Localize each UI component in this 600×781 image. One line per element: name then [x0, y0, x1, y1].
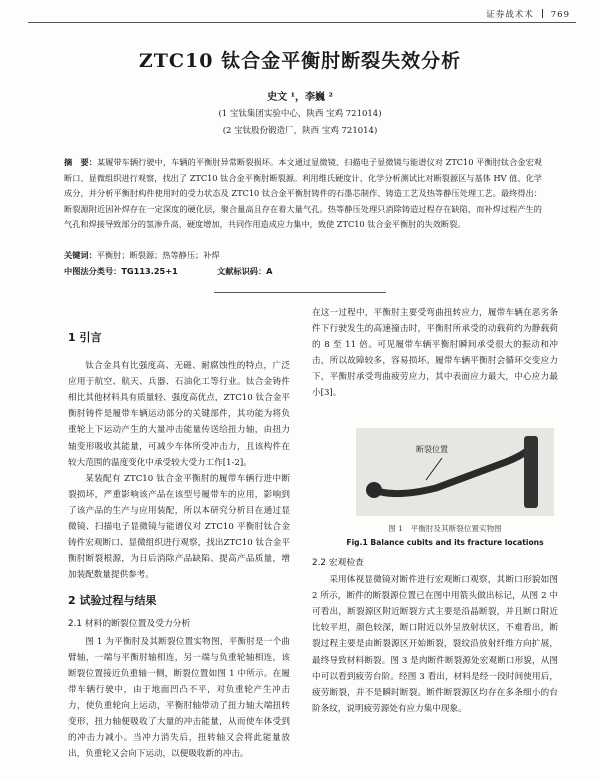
section-2-1-heading: 2.1 材料的断裂位置及受力分析 [68, 618, 191, 629]
running-header [486, 8, 570, 20]
section-2-2-heading: 2.2 宏观检查 [312, 558, 364, 568]
right-column-bottom [312, 555, 558, 717]
clc-label: 中图法分类号： [64, 266, 122, 276]
balance-elbow-shaft [524, 436, 538, 508]
left-column [68, 330, 290, 762]
doc-code-label: 文献标识码： [217, 266, 267, 276]
figure-1-photo [356, 428, 554, 516]
keywords [64, 250, 220, 261]
affiliation-2: (2 宝钛股份锻造厂，陕西 宝鸡 721014) [222, 126, 378, 136]
classification-line [64, 266, 273, 277]
intro-paragraph-2: 某装配有 ZTC10 钛合金平衡肘的履带车辆行进中断裂损坏，严重影响该产品在该型号履带车的应用，影响到了该产品的生产与应用装配，所以本研究分析目在通过显微镜、扫描电子显微镜与能谱仪对 ZTC10 平衡肘钛合金铸件宏观断口、显微组织进行观察，找出ZTC10 钛合金平衡肘断裂根源，为日后消除产品缺陷、提高产品质量，增加装配数量提供参考。 [68, 473, 290, 581]
paper-title: ZTC10 钛合金平衡肘断裂失效分析 [138, 50, 462, 72]
figure-1-caption-en: Fig.1 Balance cubits and its fracture locations [346, 538, 544, 547]
section-2-1-paragraph: 图 1 为平衡肘及其断裂位置实物图，平衡肘是一个曲臂轴，一端与平衡肘轴相连，另一端与负重轮轴相连，该断裂位置接近负重轴一侧，断裂位置如图 1 中所示。在履带车辆行驶中，由于地面凹凸不平，对负重轮产生冲击力，使负重轮向上运动，平衡肘轴带动了扭力轴大端扭转变形，扭力轴便吸收了大量的冲击能量，从而使车体受到的冲击力减小。当冲力消失后，扭转轴又会将此能量放出，负重轮又会向下运动，以便吸收新的冲击。 [68, 636, 290, 760]
header-separator [542, 9, 543, 18]
section-2-heading: 2 试验过程与结果 [68, 594, 157, 608]
figure-1-caption-zh: 图 1 平衡肘及其断裂位置实物图 [388, 524, 502, 533]
intro-paragraph-1: 钛合金具有比强度高、无磁、耐腐蚀性的特点，广泛应用于航空、航天、兵器、石油化工等行业。钛合金铸件相比其他材料具有质量轻、强度高优点，ZTC10 钛合金平衡肘铸件是履带车辆运动部分的关键部件，其功能为将负重轮上下运动产生的大量冲击能量传送给扭力轴，由扭力轴变形吸收其能量，可减少车体所受冲击力，且该构件在较大范围的温度变化中承受较大受力工作[1-2]。 [68, 361, 290, 468]
fracture-location-label: 断裂位置 [416, 445, 448, 454]
section-1-heading: 1 引言 [68, 331, 102, 344]
keywords-text: 平衡肘；断裂源；热等静压；补焊 [96, 250, 220, 260]
abstract-text: 某履带车辆行驶中，车辆的平衡肘异常断裂损坏。本文通过显微镜、扫描电子显微镜与能谱仪对 ZTC10 平衡肘钛合金宏观断口、显微组织进行观察，找出了 ZTC10 钛合金平衡肘断裂源。利用维氏硬度计、化学分析测试比对断裂源区与基体 HV 值、化学成分，并分析平衡肘构件使用时的受力状态及 ZTC10 钛合金平衡肘铸件的石墨芯制作、铸造工艺及热等静压处理工艺。最终得出：断裂源附近因补焊存在一定深度的硬化层，聚合量高且存在着大量气孔。热等静压处理只消除铸造过程存在缺陷，而补焊过程产生的气孔和焊接导致部分的氢渗升高、硬度增加，共同作用造成应力集中，致使 ZTC10 钛合金平衡肘的失效断裂。 [64, 157, 542, 230]
right-paragraph-top: 在这一过程中，平衡肘主要受弯曲扭转应力，履带车辆在恶劣条件下行驶发生的高速撞击时，平衡肘所承受的动载荷约为静载荷的 8 至 11 倍。可见履带车辆平衡肘瞬间承受很大的振动和冲击，所以故障较多，容易损坏。履带车辆平衡肘会循环交变应力下，平衡肘承受弯曲疲劳应力，其中表面应力最大，中心应力最小[3]。 [312, 308, 558, 399]
balance-elbow-hub [366, 482, 382, 498]
page-number: 769 [550, 10, 570, 20]
header-rule [28, 22, 576, 23]
section-2-2-paragraph: 采用体视显微镜对断件进行宏观断口观察，其断口形貌如图 2 所示，断件的断裂源位置已在图中用箭头做出标记，从图 2 中可看出，断裂源区附近断裂方式主要是沿晶断裂，并且断口附近比较平坦，颜色较深，断口附近以外呈放射状区，不难看出，断裂过程主要是由断裂源区开始断裂，裂纹沿放射纤维方向扩展，最终导致材料断裂。图 3 是肉断件断裂源处宏观断口形貌，从图中可以看到疲劳台阶。经图 3 看出，材料是经一段时间使用后，疲劳断裂，并不是瞬时断裂。断件断裂源区均存在多条细小的台阶条纹，说明疲劳源处有应力集中现象。 [312, 575, 558, 714]
doc-code: A [266, 266, 273, 276]
keywords-label: 关键词： [64, 250, 97, 260]
journal-name: 证券战术术 [486, 10, 534, 20]
clc-code: TG113.25+1 [121, 266, 178, 276]
right-column-top [312, 305, 558, 402]
author-line: 史文 ¹，李巍 ² [267, 92, 333, 103]
abstract [64, 155, 542, 233]
affiliation-1: (1 宝钛集团实验中心，陕西 宝鸡 721014) [218, 109, 382, 119]
section-divider [214, 292, 386, 293]
abstract-label: 摘 要： [64, 157, 97, 167]
